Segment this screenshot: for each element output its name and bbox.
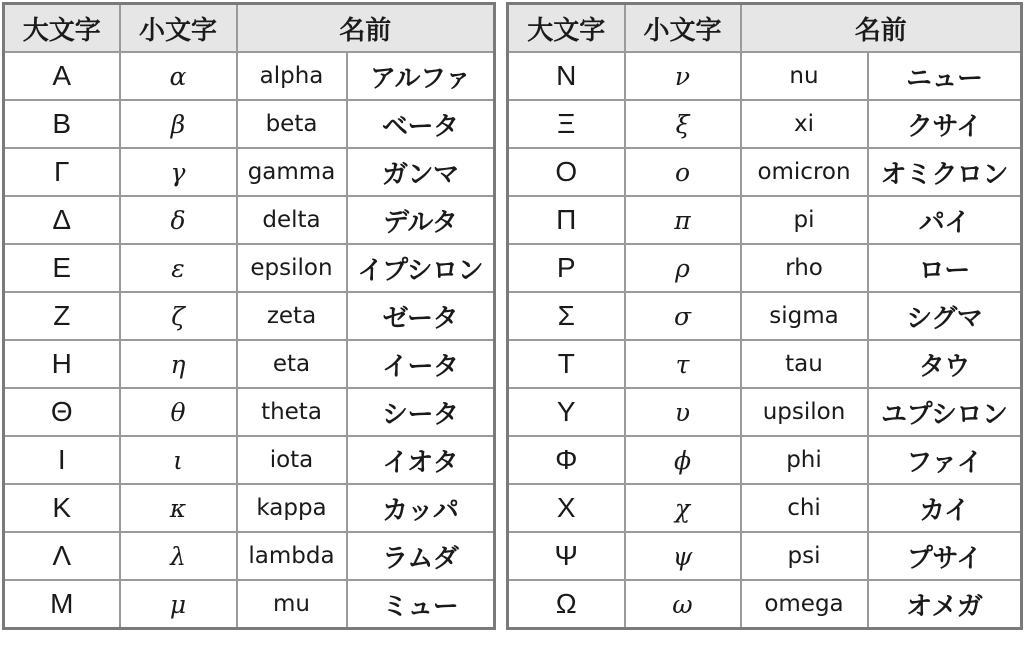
uppercase-header: 大文字 [4, 4, 120, 53]
lowercase-letter: γ [120, 148, 237, 196]
lowercase-letter: ψ [625, 532, 741, 580]
uppercase-letter: Ζ [4, 292, 120, 340]
lowercase-letter: δ [120, 196, 237, 244]
lowercase-letter: ο [625, 148, 741, 196]
katakana-name: プサイ [868, 532, 1022, 580]
latin-name: zeta [237, 292, 347, 340]
uppercase-letter: Φ [508, 436, 625, 484]
latin-name: beta [237, 100, 347, 148]
lowercase-letter: ε [120, 244, 237, 292]
uppercase-letter: Η [4, 340, 120, 388]
katakana-name: ミュー [347, 580, 495, 629]
katakana-name: タウ [868, 340, 1022, 388]
lowercase-letter: θ [120, 388, 237, 436]
uppercase-letter: Ι [4, 436, 120, 484]
latin-name: chi [741, 484, 868, 532]
lowercase-letter: ι [120, 436, 237, 484]
uppercase-letter: Χ [508, 484, 625, 532]
lowercase-letter: η [120, 340, 237, 388]
uppercase-letter: Λ [4, 532, 120, 580]
latin-name: eta [237, 340, 347, 388]
latin-name: iota [237, 436, 347, 484]
uppercase-letter: Ο [508, 148, 625, 196]
uppercase-letter: Υ [508, 388, 625, 436]
latin-name: sigma [741, 292, 868, 340]
uppercase-letter: Κ [4, 484, 120, 532]
lowercase-letter: ϕ [625, 436, 741, 484]
latin-name: gamma [237, 148, 347, 196]
header-row [4, 4, 495, 53]
table-row [4, 244, 495, 292]
table-row [4, 100, 495, 148]
uppercase-letter: Π [508, 196, 625, 244]
table-row [508, 580, 1022, 629]
katakana-name: ユプシロン [868, 388, 1022, 436]
table-row [508, 196, 1022, 244]
lowercase-letter: π [625, 196, 741, 244]
katakana-name: デルタ [347, 196, 495, 244]
katakana-name: シグマ [868, 292, 1022, 340]
lowercase-letter: κ [120, 484, 237, 532]
uppercase-letter: Β [4, 100, 120, 148]
latin-name: tau [741, 340, 868, 388]
lowercase-letter: σ [625, 292, 741, 340]
uppercase-letter: Ν [508, 52, 625, 100]
katakana-name: カイ [868, 484, 1022, 532]
latin-name: lambda [237, 532, 347, 580]
latin-name: pi [741, 196, 868, 244]
table-row [4, 532, 495, 580]
header-row [508, 4, 1022, 53]
table-row [4, 196, 495, 244]
table-row [4, 148, 495, 196]
latin-name: phi [741, 436, 868, 484]
uppercase-letter: Ξ [508, 100, 625, 148]
table-row [4, 484, 495, 532]
table-row [4, 388, 495, 436]
latin-name: rho [741, 244, 868, 292]
lowercase-letter: λ [120, 532, 237, 580]
katakana-name: シータ [347, 388, 495, 436]
latin-name: upsilon [741, 388, 868, 436]
uppercase-letter: Γ [4, 148, 120, 196]
table-row [508, 340, 1022, 388]
katakana-name: ニュー [868, 52, 1022, 100]
table-row [4, 580, 495, 629]
katakana-name: オメガ [868, 580, 1022, 629]
uppercase-letter: Ρ [508, 244, 625, 292]
katakana-name: カッパ [347, 484, 495, 532]
katakana-name: ガンマ [347, 148, 495, 196]
table-body-left [4, 52, 495, 629]
table-body-right [508, 52, 1022, 629]
katakana-name: ゼータ [347, 292, 495, 340]
lowercase-letter: ω [625, 580, 741, 629]
lowercase-letter: υ [625, 388, 741, 436]
table-row [508, 292, 1022, 340]
table-row [508, 388, 1022, 436]
katakana-name: ベータ [347, 100, 495, 148]
table-row [4, 340, 495, 388]
greek-alphabet-table-left [2, 2, 496, 630]
latin-name: xi [741, 100, 868, 148]
uppercase-letter: Α [4, 52, 120, 100]
name-header: 名前 [237, 4, 495, 53]
katakana-name: ロー [868, 244, 1022, 292]
lowercase-letter: ρ [625, 244, 741, 292]
table-row [4, 52, 495, 100]
uppercase-letter: Σ [508, 292, 625, 340]
uppercase-letter: Μ [4, 580, 120, 629]
lowercase-letter: α [120, 52, 237, 100]
lowercase-letter: τ [625, 340, 741, 388]
lowercase-letter: β [120, 100, 237, 148]
katakana-name: イプシロン [347, 244, 495, 292]
table-row [508, 100, 1022, 148]
table-row [508, 244, 1022, 292]
katakana-name: パイ [868, 196, 1022, 244]
uppercase-letter: Δ [4, 196, 120, 244]
latin-name: delta [237, 196, 347, 244]
latin-name: alpha [237, 52, 347, 100]
uppercase-letter: Τ [508, 340, 625, 388]
lowercase-letter: ζ [120, 292, 237, 340]
lowercase-letter: χ [625, 484, 741, 532]
lowercase-letter: ξ [625, 100, 741, 148]
lowercase-header: 小文字 [120, 4, 237, 53]
katakana-name: アルファ [347, 52, 495, 100]
latin-name: nu [741, 52, 868, 100]
lowercase-header: 小文字 [625, 4, 741, 53]
uppercase-letter: Θ [4, 388, 120, 436]
katakana-name: イータ [347, 340, 495, 388]
lowercase-letter: ν [625, 52, 741, 100]
katakana-name: イオタ [347, 436, 495, 484]
katakana-name: オミクロン [868, 148, 1022, 196]
lowercase-letter: μ [120, 580, 237, 629]
table-row [508, 148, 1022, 196]
latin-name: theta [237, 388, 347, 436]
table-row [508, 532, 1022, 580]
katakana-name: ファイ [868, 436, 1022, 484]
katakana-name: クサイ [868, 100, 1022, 148]
latin-name: epsilon [237, 244, 347, 292]
latin-name: kappa [237, 484, 347, 532]
uppercase-header: 大文字 [508, 4, 625, 53]
greek-alphabet-table-right [506, 2, 1023, 630]
latin-name: omicron [741, 148, 868, 196]
uppercase-letter: Ε [4, 244, 120, 292]
katakana-name: ラムダ [347, 532, 495, 580]
latin-name: omega [741, 580, 868, 629]
uppercase-letter: Ω [508, 580, 625, 629]
table-row [508, 436, 1022, 484]
table-row [4, 292, 495, 340]
uppercase-letter: Ψ [508, 532, 625, 580]
table-row [508, 52, 1022, 100]
name-header: 名前 [741, 4, 1022, 53]
table-row [4, 436, 495, 484]
latin-name: mu [237, 580, 347, 629]
latin-name: psi [741, 532, 868, 580]
table-row [508, 484, 1022, 532]
